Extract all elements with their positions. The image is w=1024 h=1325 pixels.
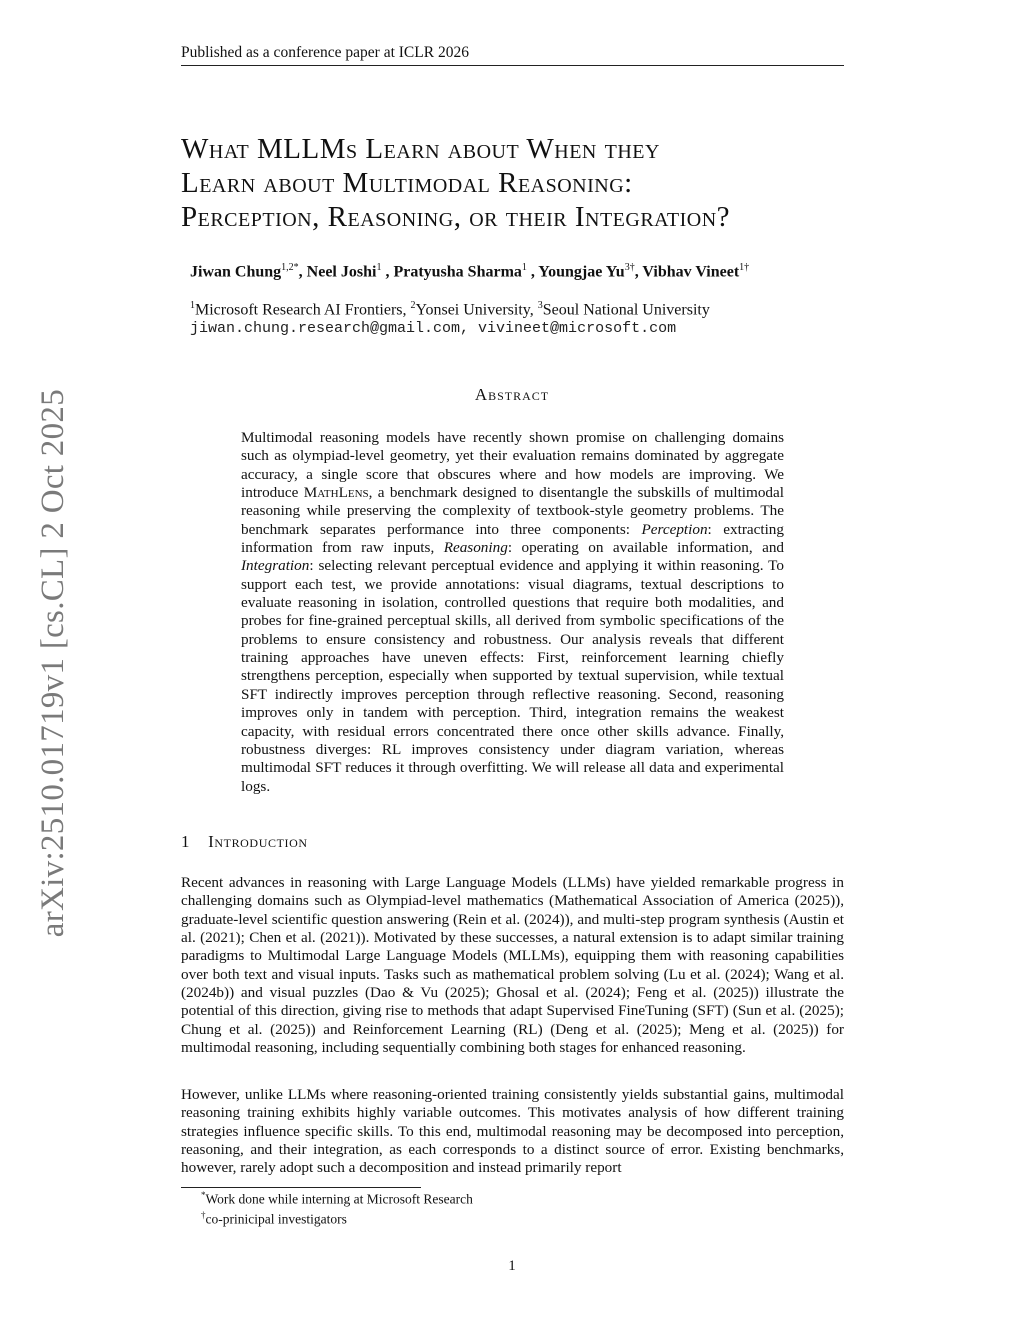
author-name: Neel Joshi — [306, 263, 377, 281]
footnote-2 — [201, 1210, 347, 1228]
author-separator: , — [381, 263, 394, 281]
section-number: 1 — [181, 832, 191, 851]
affiliation-mark: 1 — [190, 300, 195, 311]
author-name: Vibhav Vineet — [642, 263, 740, 281]
benchmark-name: MathLens — [303, 484, 369, 502]
title-line-2: Learn about Multimodal Reasoning: — [181, 167, 633, 199]
page-number: 1 — [508, 1258, 516, 1274]
section-heading-introduction — [181, 832, 308, 852]
abstract-heading: Abstract — [474, 385, 550, 404]
footnote-text: co-prinicipal investigators — [205, 1211, 347, 1227]
author-affiliation-mark: 1† — [739, 262, 750, 273]
affiliation-name: Yonsei University, — [415, 301, 538, 319]
section-title: Introduction — [208, 832, 308, 851]
footnote-divider — [181, 1187, 421, 1188]
abstract-text: : operating on available information, and — [507, 539, 785, 557]
affiliation-mark: 3 — [537, 300, 543, 311]
term-reasoning: Reasoning — [443, 539, 508, 557]
affiliation-mark: 2 — [410, 300, 416, 311]
author-list — [190, 262, 749, 281]
footnote-mark: † — [201, 1210, 206, 1220]
abstract-body — [241, 429, 784, 796]
abstract-text: , a benchmark designed to disentangle the subskills of multimodal reasoning while preserving the complexity of textbook-style geometry problems. The benchmark separates performance into three components: — [241, 484, 784, 538]
author-name: Pratyusha Sharma — [393, 263, 522, 281]
term-perception: Perception — [641, 520, 708, 538]
author-name: Youngjae Yu — [538, 263, 625, 281]
title-line-1: What MLLMs Learn about When they — [181, 133, 660, 165]
intro-paragraph-2: However, unlike LLMs where reasoning-oriented training consistently yields substantial gains, multimodal reasoning training exhibits highly variable outcomes. This motivates analysis of how different training strategies influence specific skills. To this end, multimodal reasoning may be decomposed into perception, reasoning, and their integration, as each corresponds to a distinct source of error. Existing benchmarks, however, rarely adopt such a decomposition and instead primarily report — [181, 1086, 844, 1177]
author-affiliation-mark: 3† — [624, 262, 635, 273]
paper-title — [181, 132, 861, 234]
intro-paragraph-1: Recent advances in reasoning with Large Language Models (LLMs) have yielded remarkable progress in challenging domains such as Olympiad-level mathematics (Mathematical Association of America (2025)), graduate-level scientific question answering (Rein et al. (2024)), and multi-step program synthesis (Austin et al. (2021); Chen et al. (2021)). Motivated by these successes, a natural extension is to adapt similar training paradigms to Multimodal Large Language Models (MLLMs), equipping them with reasoning capabilities over both text and visual inputs. Tasks such as mathematical problem solving (Lu et al. (2024); Wang et al. (2024b)) and visual puzzles (Dao & Vu (2025); Ghosal et al. (2024); Feng et al. (2025)) illustrate the potential of this direction, giving rise to methods that adapt Supervised FineTuning (SFT) (Sun et al. (2025); Chung et al. (2025)) and Reinforcement Learning (RL) (Deng et al. (2025); Meng et al. (2025)) for multimodal reasoning, including sequentially combining both stages for enhanced reasoning. — [181, 874, 844, 1057]
author-separator: , — [634, 263, 643, 281]
footnote-1 — [201, 1190, 473, 1208]
author-emails[interactable]: jiwan.chung.research@gmail.com, vivineet@microsoft.com — [190, 320, 677, 337]
affiliation-name: Microsoft Research AI Frontiers, — [195, 301, 411, 319]
author-affiliation-mark: 1,2* — [281, 262, 299, 273]
title-line-3: Perception, Reasoning, or their Integration? — [181, 201, 731, 233]
arxiv-stamp[interactable] — [28, 383, 78, 943]
abstract-text: : extracting information from raw inputs, — [241, 520, 784, 557]
arxiv-identifier: arXiv:2510.01719v1 [cs.CL] 2 Oct 2025 — [34, 388, 71, 938]
abstract-text: : selecting relevant perceptual evidence and applying it within reasoning. To support each test, we provide annotations: visual diagrams, textual descriptions to evaluate reasoning in isolation, controlled questions that require both modalities, and probes for fine-grained perceptual skills, all derived from symbolic specifications of the problems to ensure consistency and robustness. Our analysis reveals that different training approaches have uneven effects: First, reinforcement learning chiefly strengthens perception, especially when supported by textual supervision, while textual SFT indirectly improves perception through reflective reasoning. Second, reasoning improves only in tandem with perception. Third, integration remains the weakest capacity, with residual errors concentrated there once other skills advance. Finally, robustness diverges: RL improves consistency under diagram variation, whereas multimodal SFT reduces it through overfitting. We will release all data and experimental logs. — [241, 557, 784, 795]
author-affiliation-mark: 1 — [521, 262, 527, 273]
author-separator: , — [298, 263, 307, 281]
affiliations — [190, 300, 710, 319]
footnote-mark: * — [201, 1190, 206, 1200]
author-separator: , — [526, 263, 539, 281]
abstract-text: Multimodal reasoning models have recently shown promise on challenging domains such as olympiad-level geometry, yet their evaluation remains dominated by aggregate accuracy, a single score that obscures where and how models are improving. We introduce — [241, 429, 784, 502]
affiliation-name: Seoul National University — [542, 301, 710, 319]
author-affiliation-mark: 1 — [376, 262, 382, 273]
author-name: Jiwan Chung — [190, 263, 282, 281]
running-header: Published as a conference paper at ICLR 2026 — [181, 44, 844, 66]
term-integration: Integration — [241, 557, 310, 575]
footnote-text: Work done while interning at Microsoft Research — [205, 1191, 473, 1207]
